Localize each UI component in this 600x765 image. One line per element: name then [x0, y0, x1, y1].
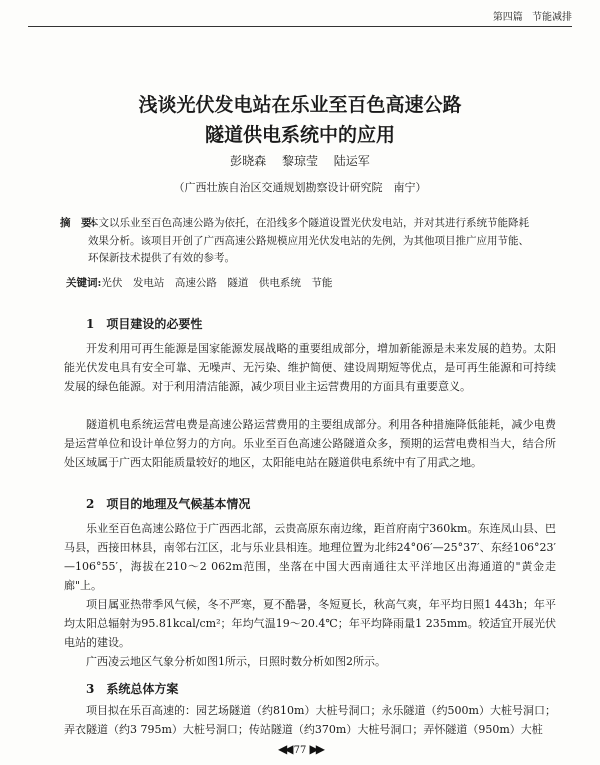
header-topic: 节能减排 — [532, 12, 572, 23]
section-1-para-2: 隧道机电系统运营电费是高速公路运营费用的主要组成部分。利用各种措施降低能耗，减少电费是运营单位和设计单位努力的方向。乐业至百色高速公路隧道众多，预期的运营电费相当大，结合所处区域属于广西太阳能质量较好的地区，太阳能电站在隧道供电系统中有了用武之地。 — [64, 418, 556, 469]
affiliation: （广西壮族自治区交通规划勘察设计研究院 南宁） — [173, 181, 427, 194]
section-1-para-1: 开发利用可再生能源是国家能源发展战略的重要组成部分，增加新能源是未来发展的趋势。太阳能光伏发电具有安全可靠、无噪声、无污染、维护简便、建设周期短等优点，是可再生能源和可持续发展的绿色能源。对于利用清洁能源，减少项目业主运营费用的方面具有重要意义。 — [64, 342, 556, 393]
abstract-text: 本文以乐业至百色高速公路为依托，在沿线多个隧道设置光伏发电站，并对其进行系统节能降耗效果分析。该项目开创了广西高速公路规模应用光伏发电站的先例，为其他项目推广应用节能、环保新技术提供了有效的参考。 — [88, 217, 529, 264]
header-section: 第四篇 — [492, 12, 523, 23]
abstract — [60, 215, 536, 268]
right-arrow-icon: ▶▶ — [309, 742, 323, 756]
keywords — [66, 275, 536, 290]
keywords-text: 光伏 发电站 高速公路 隧道 供电系统 节能 — [101, 277, 333, 289]
running-header — [28, 8, 572, 27]
keywords-label: 关键词: — [66, 277, 102, 289]
section-2-para-2: 项目属亚热带季风气候，冬不严寒，夏不酷暑，冬短夏长，秋高气爽，年平均日照1 443h；年平均太阳总辐射为95.81kcal/cm²；年均气温19～20.4℃；年平均降雨量1 235mm。较适宜开展光伏电站的建设。 — [64, 598, 556, 649]
section-3-para-1: 项目拟在乐百高速的：园艺场隧道（约810m）大桩号洞口；永乐隧道（约500m）大桩号洞口；弄衣隧道（约3 795m）大桩号洞口；传站隧道（约370m）大桩号洞口；弄怀隧道（950m）大桩 — [64, 704, 556, 736]
title-line-2: 隧道供电系统中的应用 — [204, 124, 395, 146]
section-heading-2: 2 项目的地理及气候基本情况 — [86, 497, 251, 511]
page-footer — [0, 742, 600, 756]
section-2-para-3: 广西凌云地区气象分析如图1所示，日照时数分析如图2所示。 — [86, 655, 386, 668]
section-heading-3: 3 系统总体方案 — [86, 682, 179, 696]
authors: 彭晓森 黎琼莹 陆运军 — [230, 154, 370, 168]
title-line-1: 浅谈光伏发电站在乐业至百色高速公路 — [138, 94, 462, 116]
section-heading-1: 1 项目建设的必要性 — [86, 317, 203, 331]
section-2-para-1: 乐业至百色高速公路位于广西西北部，云贵高原东南边缘，距首府南宁360km。东连凤山县、巴马县，西接田林县，南邻右江区，北与乐业县相连。地理位置为北纬24°06′—25°37′、东经106°23′—106°55′，海拔在210～2 062m范围，坐落在中国大西南通往太平洋地区出海通道的"黄金走廊"上。 — [64, 522, 556, 592]
page-number: 77 — [293, 745, 307, 756]
paper-title — [0, 90, 600, 150]
left-arrow-icon: ◀◀ — [277, 742, 291, 756]
abstract-label: 摘 要: — [60, 217, 96, 229]
